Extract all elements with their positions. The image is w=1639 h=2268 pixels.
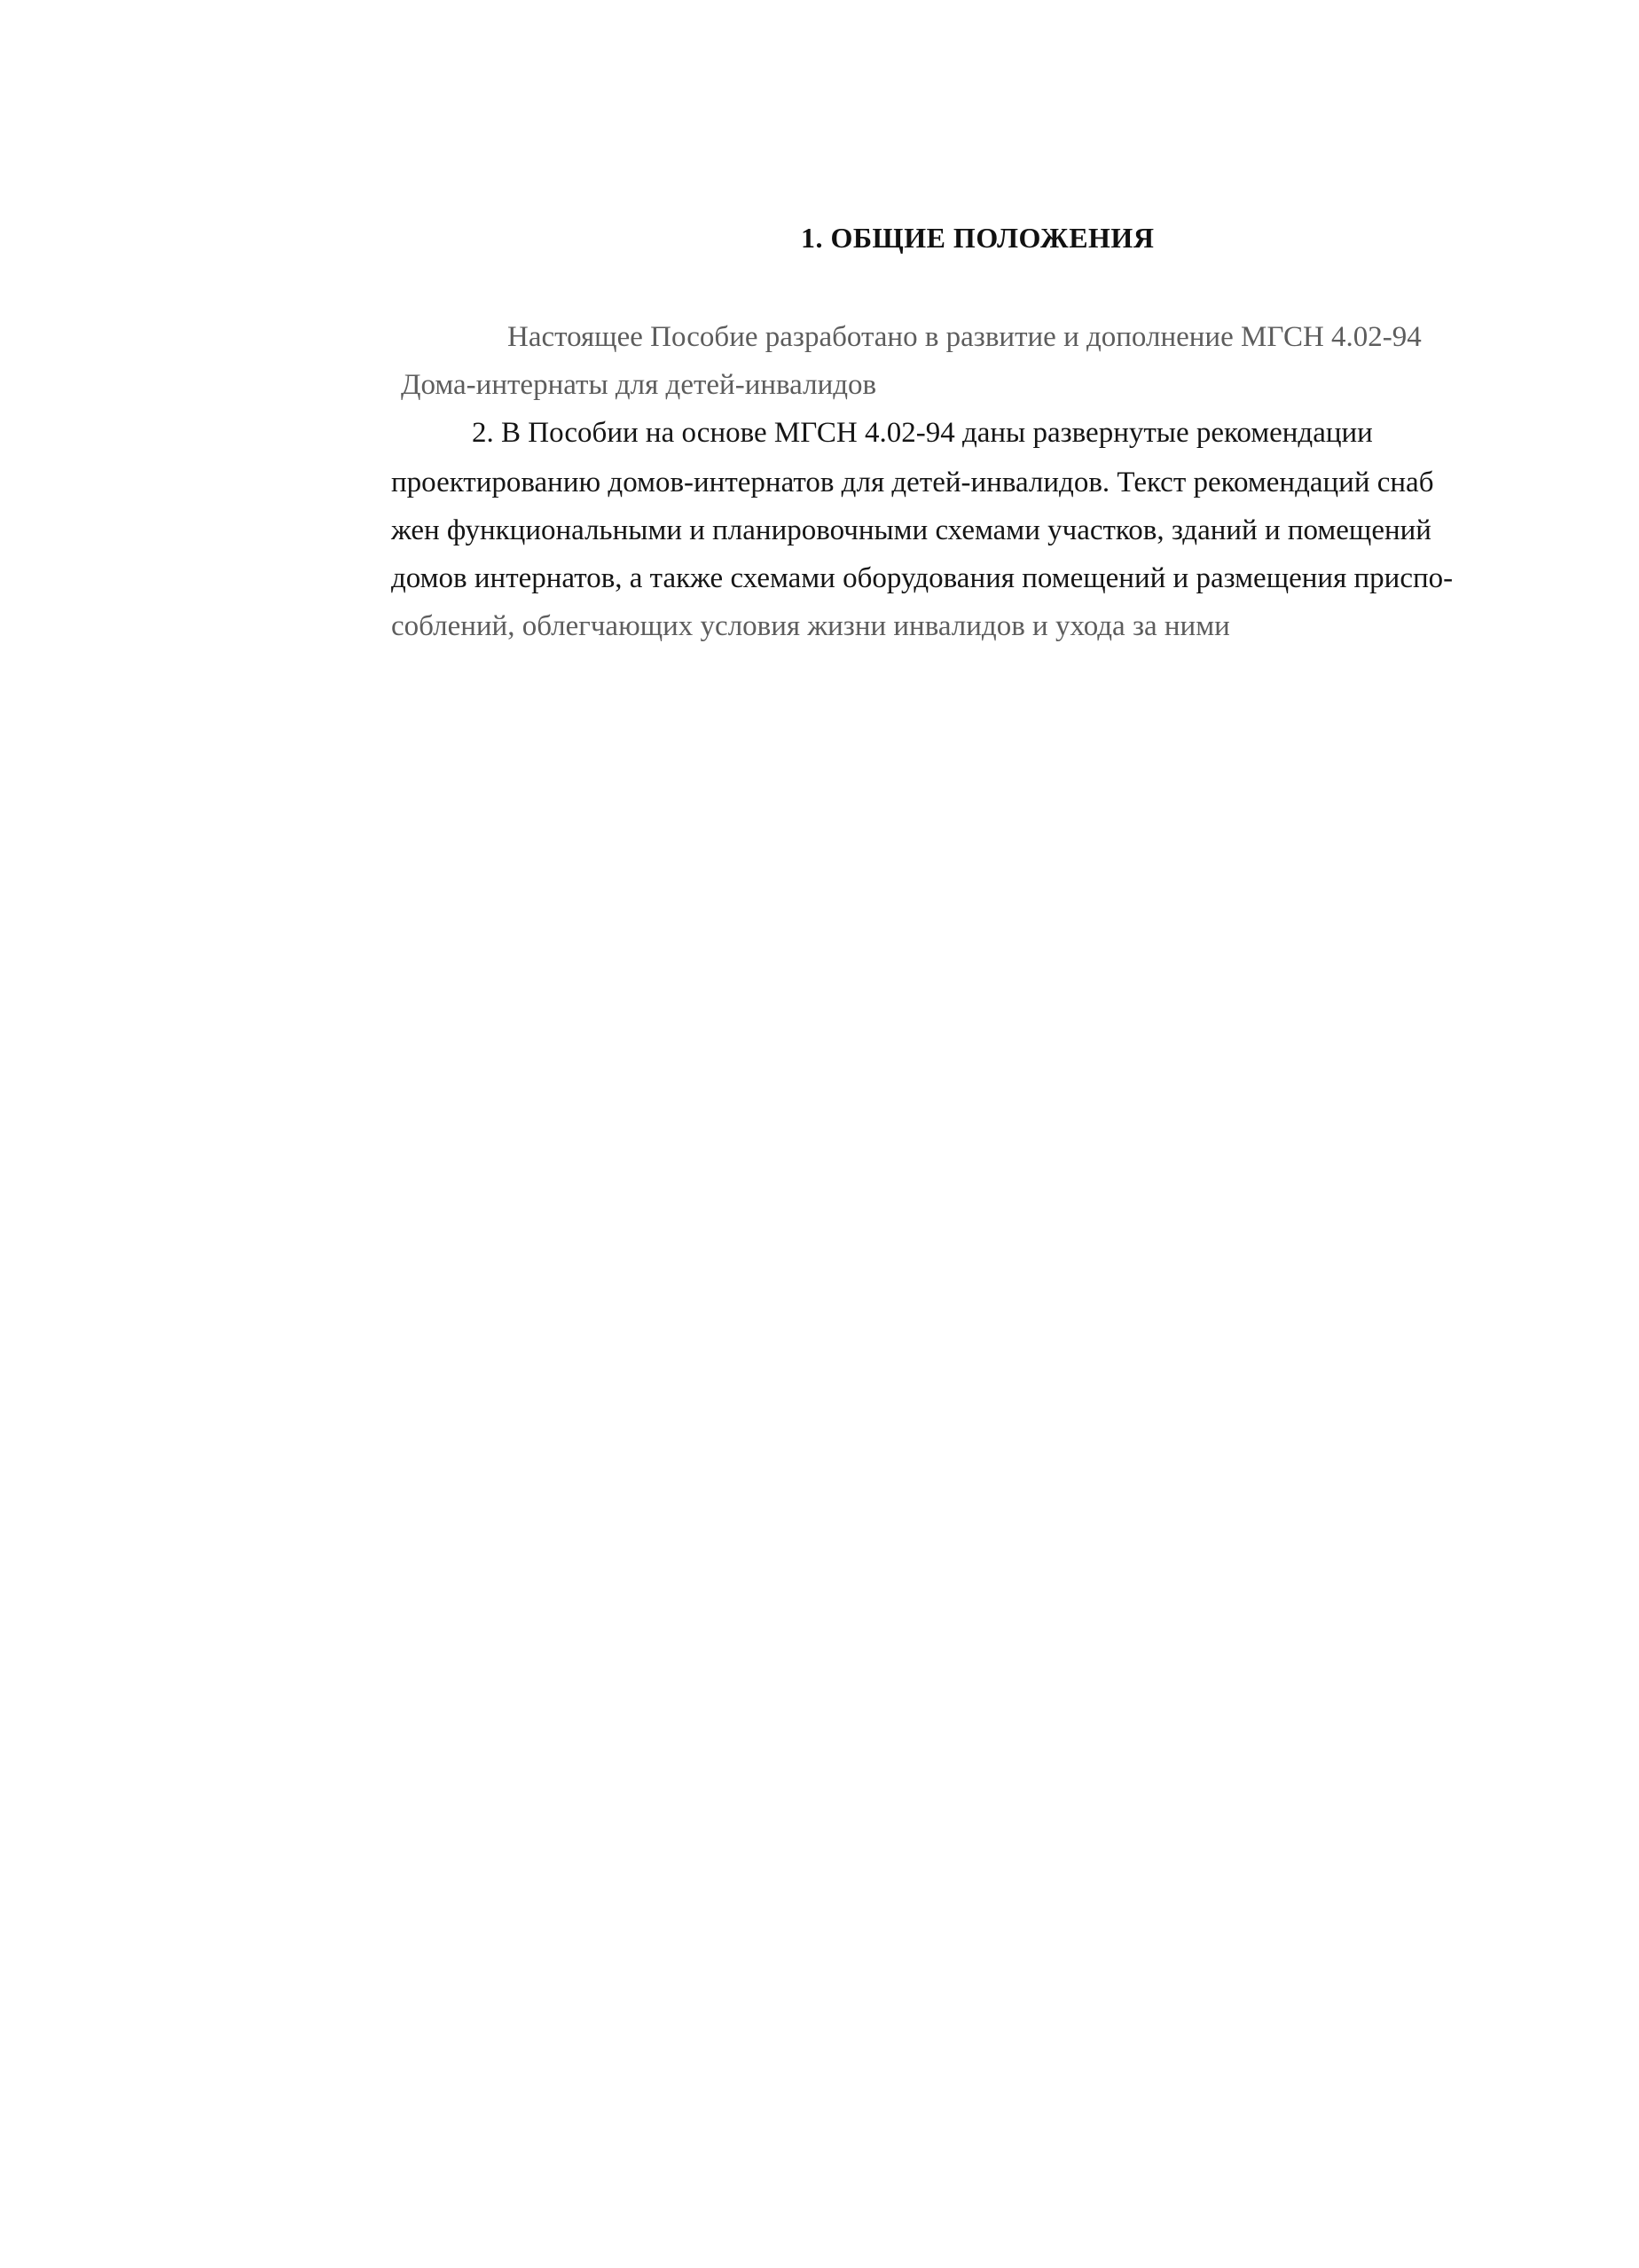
paragraph-1-line-1: Настоящее Пособие разработано в развитие и дополнение МГСН 4.02-94	[507, 321, 1422, 353]
section-heading: 1. ОБЩИЕ ПОЛОЖЕНИЯ	[801, 222, 1155, 254]
paragraph-1-line-2: Дома-интернаты для детей-инвалидов	[401, 369, 877, 401]
paragraph-2-line-2: проектированию домов-интернатов для детей-инвалидов. Текст рекомендаций снаб	[391, 467, 1434, 498]
paragraph-2-line-3: жен функциональными и планировочными схемами участков, зданий и помещений	[391, 514, 1431, 546]
paragraph-2-line-1: 2. В Пособии на основе МГСН 4.02-94 даны развернутые рекомендации	[472, 417, 1373, 449]
paragraph-2-line-4: домов интернатов, а также схемами оборудования помещений и размещения приспо-	[391, 562, 1454, 594]
paragraph-2-line-5: соблений, облегчающих условия жизни инвалидов и ухода за ними	[391, 610, 1230, 642]
